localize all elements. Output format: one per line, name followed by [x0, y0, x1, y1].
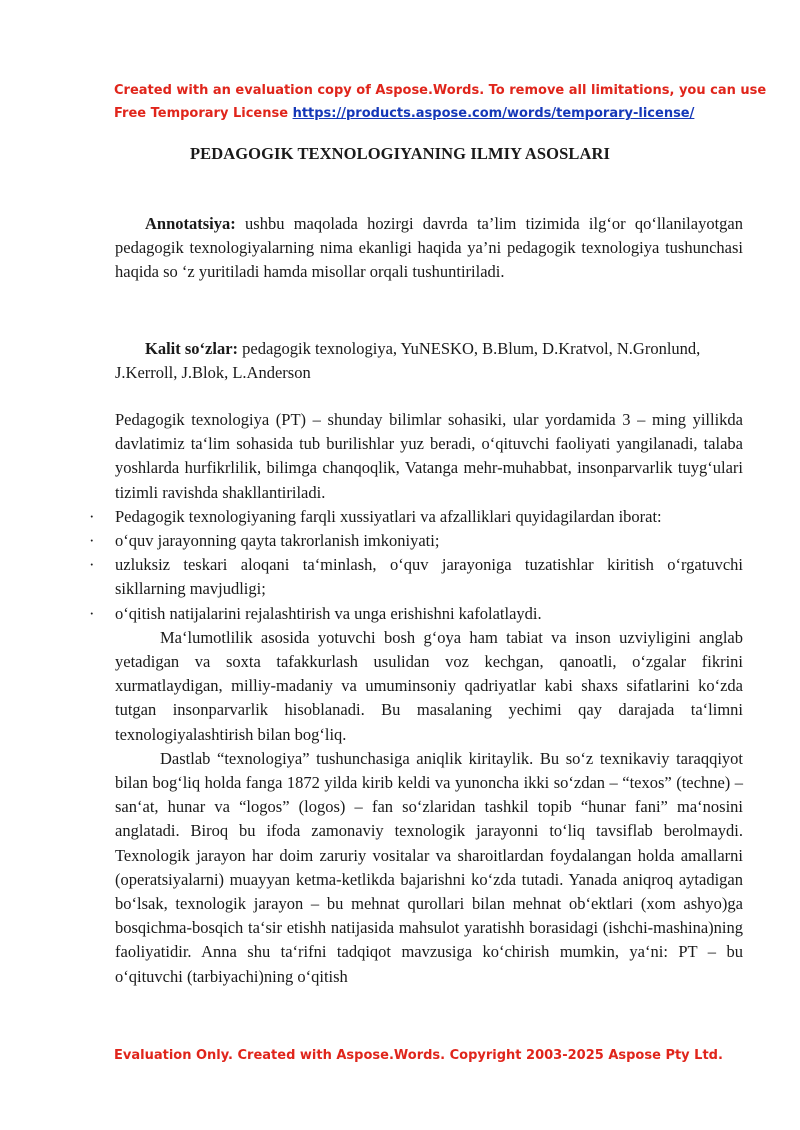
evaluation-footer: Evaluation Only. Created with Aspose.Words. Copyright 2003-2025 Aspose Pty Ltd. — [114, 1048, 723, 1063]
list-item-text: o‘qitish natijalarini rejalashtirish va unga erishishni kafolatlaydi. — [115, 603, 542, 623]
annotation-section — [115, 212, 743, 285]
list-item-text: Pedagogik texnologiyaning farqli xussiyatlari va afzalliklari quyidagilardan iborat: — [115, 506, 662, 526]
bullet-dot: · — [89, 555, 95, 575]
bullet-dot: · — [89, 603, 95, 623]
annotation-label: Annotatsiya: — [145, 214, 236, 233]
list-item — [89, 505, 743, 529]
keywords-paragraph — [115, 337, 743, 385]
bullet-dot: · — [89, 531, 95, 551]
features-list — [89, 505, 743, 626]
keywords-text: pedagogik texnologiya, YuNESKO, B.Blum, D.Kratvol, N.Gronlund, J.Kerroll, J.Blok, L.Anderson — [115, 339, 701, 383]
list-item-text: uzluksiz teskari aloqani ta‘minlash, o‘quv jarayoniga tuzatishlar kiritish o‘rgatuvchi sikllarning mavjudligi; — [115, 555, 743, 599]
annotation-text: ushbu maqolada hozirgi davrda ta’lim tizimida ilg‘or qo‘llanilayotgan pedagogik texnologiyalarning nima ekanligi haqida ya’ni pedagogik texnologiya tushunchasi haqida so ‘z yuritiladi hamda misollar orqali tushuntiriladi. — [115, 214, 743, 282]
list-item — [89, 529, 743, 553]
list-item-text: o‘quv jarayonning qayta takrorlanish imkoniyati; — [115, 531, 440, 551]
body-paragraph-2: Ma‘lumotlilik asosida yotuvchi bosh g‘oya ham tabiat va inson uzviyligini anglab yetadigan va soxta tafakkurlash usulidan voz kechgan, qanoatli, o‘zgalar fikrini xurmatlaydigan, milliy-madaniy va umuminsoniy qadriyatlar kabi shaxs sifatlarini ko‘zda tutgan insonparvarlik hisoblanadi. Bu masalaning yechimi qay darajada ta‘limni texnologiyalashtirish bilan bog‘liq. — [115, 627, 743, 744]
keywords-section — [115, 337, 743, 385]
evaluation-notice-line-1: Created with an evaluation copy of Aspose.Words. To remove all limitations, you can use — [114, 83, 767, 98]
intro-paragraph: Pedagogik texnologiya (PT) – shunday bilimlar sohasiki, ular yordamida 3 – ming yillikda davlatimiz ta‘lim sohasida tub burilishlar yuz beradi, o‘qituvchi faoliyati yangilanadi, talaba yoshlarda hurfikrlilik, bilimga chanqoqlik, Vatanga mehr-muhabbat, insonparvarlik tuyg‘ulari tizimli ravishda shakllantiriladi. — [115, 410, 743, 502]
annotation-paragraph — [115, 212, 743, 285]
evaluation-notice-line-2 — [114, 106, 694, 121]
body-paragraph-3: Dastlab “texnologiya” tushunchasiga aniqlik kiritaylik. Bu so‘z texnikaviy taraqqiyot bilan bog‘liq holda fanga 1872 yilda kirib keldi va yunoncha ikki so‘zdan – “texos” (techne) – san‘at, hunar va “logos” (logos) – fan so‘zlaridan tashkil topib “hunar fani” ma‘nosini anglatadi. Biroq bu ifoda zamonaviy texnologik jarayonni to‘liq tavsiflab berolmaydi. Texnologik jarayon har doim zaruriy vositalar va sharoitlardan foydalangan holda amallarni (operatsiyalarni) muayyan ketma-ketlikda bajarishni ko‘zda tutadi. Yanada aniqroq aytadigan bo‘lsak, texnologik jarayon – bu mehnat qurollari bilan mehnat ob‘ektlari (xom ashyo)ga bosqichma-bosqich ta‘sir etishh natijasida mahsulot yaratishh borasidagi (ishchi-mashina)ning faoliyatidir. Anna shu ta‘rifni tadqiqot mavzusiga ko‘chirish mumkin, ya‘ni: PT – bu o‘qituvchi (tarbiyachi)ning o‘qitish — [115, 748, 743, 986]
bullet-dot: · — [89, 506, 95, 526]
list-item — [89, 553, 743, 601]
list-item — [89, 602, 743, 626]
temporary-license-link[interactable]: https://products.aspose.com/words/temporary-license/ — [292, 106, 695, 121]
evaluation-notice-prefix: Free Temporary License — [114, 106, 293, 121]
keywords-label: Kalit so‘zlar: — [145, 339, 239, 358]
body-section — [89, 408, 743, 989]
document-title: PEDAGOGIK TEXNOLOGIYANING ILMIY ASOSLARI — [189, 144, 611, 163]
